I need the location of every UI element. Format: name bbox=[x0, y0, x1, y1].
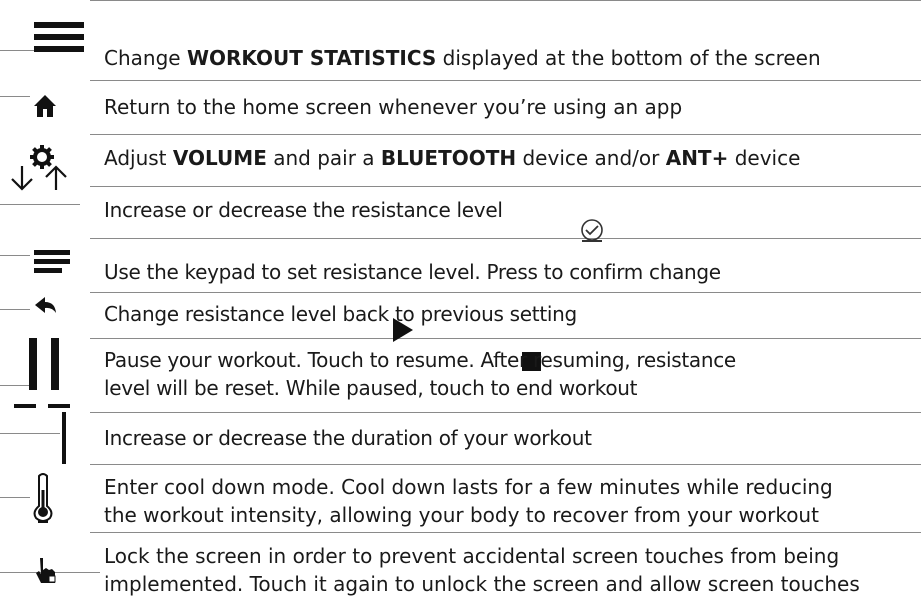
divider bbox=[90, 532, 921, 533]
divider bbox=[0, 204, 80, 205]
pause-icon bbox=[29, 338, 63, 394]
thermometer-icon bbox=[30, 472, 58, 528]
row-lock-line2: implemented. Touch it again to unlock the screen and allow screen touches bbox=[104, 572, 860, 596]
up-down-arrows-icon bbox=[8, 164, 72, 192]
row-keypad-text: Use the keypad to set resistance level. Press to confirm change bbox=[104, 260, 721, 284]
menu-icon bbox=[34, 22, 86, 56]
divider bbox=[90, 0, 921, 1]
row-previous-text: Change resistance level back to previous setting bbox=[104, 302, 577, 326]
divider bbox=[90, 80, 921, 81]
divider bbox=[0, 385, 30, 386]
back-arrow-icon bbox=[34, 297, 58, 319]
row-cooldown-line1: Enter cool down mode. Cool down lasts for a few minutes while reducing bbox=[104, 475, 833, 499]
divider bbox=[90, 412, 921, 413]
divider bbox=[90, 238, 921, 239]
keypad-icon bbox=[34, 250, 74, 278]
row-settings-text: Adjust VOLUME and pair a BLUETOOTH device and/or ANT+ device bbox=[104, 146, 801, 170]
divider bbox=[90, 292, 921, 293]
row-pause-line1: Pause your workout. Touch to resume. After resuming, resistance bbox=[104, 348, 736, 372]
divider bbox=[90, 134, 921, 135]
row-resistance-text: Increase or decrease the resistance level bbox=[104, 198, 503, 222]
row-stats-text: Change WORKOUT STATISTICS displayed at the bottom of the screen bbox=[104, 46, 821, 70]
row-home-text: Return to the home screen whenever you’re using an app bbox=[104, 95, 683, 119]
hand-lock-icon bbox=[33, 556, 59, 588]
row-pause-line2: level will be reset. While paused, touch to end workout bbox=[104, 376, 638, 400]
divider bbox=[0, 497, 30, 498]
row-cooldown-line2: the workout intensity, allowing your body to recover from your workout bbox=[104, 503, 819, 527]
divider bbox=[90, 464, 921, 465]
divider bbox=[0, 96, 30, 97]
row-lock-line1: Lock the screen in order to prevent accidental screen touches from being bbox=[104, 544, 840, 568]
divider bbox=[90, 186, 921, 187]
divider bbox=[0, 309, 30, 310]
confirm-check-icon bbox=[579, 218, 607, 244]
home-icon bbox=[33, 94, 57, 118]
divider bbox=[0, 255, 30, 256]
divider bbox=[90, 338, 921, 339]
duration-icon bbox=[12, 402, 76, 466]
row-duration-text: Increase or decrease the duration of your workout bbox=[104, 426, 592, 450]
